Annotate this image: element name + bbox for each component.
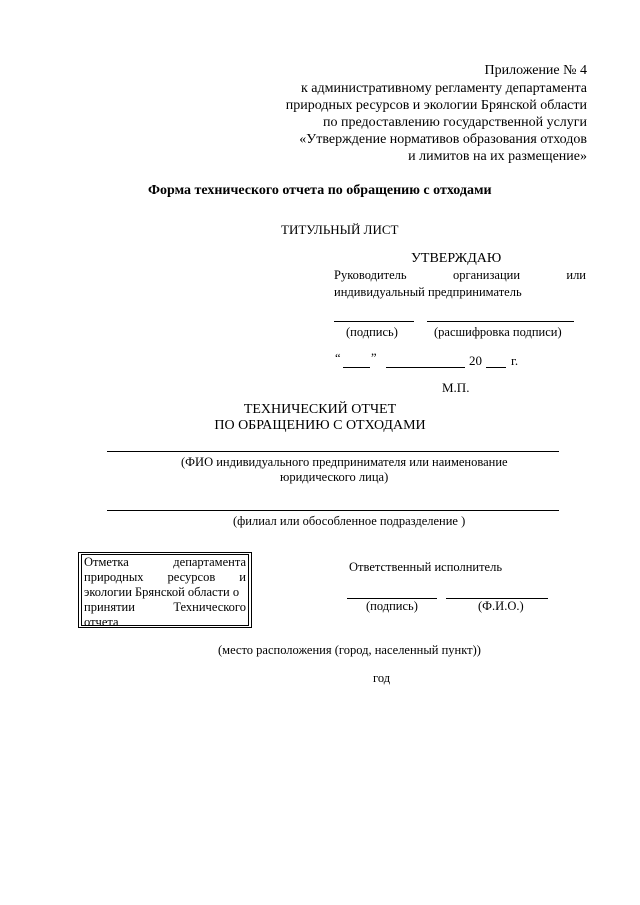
approve-decoding-line	[427, 321, 574, 322]
mark-box-word: природных	[84, 570, 144, 584]
approve-decoding-label: (расшифровка подписи)	[434, 325, 562, 339]
year-caption: год	[373, 671, 391, 685]
branch-caption: (филиал или обособленное подразделение )	[233, 514, 466, 528]
date-open-quote: “	[335, 351, 341, 365]
approve-heading: УТВЕРЖДАЮ	[411, 251, 502, 266]
approve-role-line	[334, 268, 586, 283]
appendix-line: к административному регламенту департамента	[300, 81, 587, 96]
approve-role-line2: индивидуальный предприниматель	[334, 285, 522, 299]
appendix-number: Приложение № 4	[484, 63, 587, 78]
mark-box-word: ресурсов	[167, 570, 216, 584]
department-mark-box	[78, 552, 252, 628]
mark-box-word: департамента	[173, 555, 246, 569]
mark-box-row	[82, 615, 248, 630]
title-page-heading: ТИТУЛЬНЫЙ ЛИСТ	[281, 222, 399, 237]
responsible-signature-label: (подпись)	[366, 599, 418, 613]
date-year-prefix: 20	[469, 353, 482, 368]
date-year-suffix: г.	[511, 353, 519, 368]
fio-caption-line2: юридического лица)	[280, 470, 389, 484]
approve-role-word: организации	[452, 268, 521, 282]
appendix-line: и лимитов на их размещение»	[408, 149, 587, 164]
date-year-line	[486, 367, 506, 368]
appendix-line: по предоставлению государственной услуги	[323, 115, 587, 130]
approve-signature-label: (подпись)	[346, 325, 398, 339]
report-title-line2: ПО ОБРАЩЕНИЮ С ОТХОДАМИ	[214, 418, 426, 433]
approve-role-word: или	[566, 268, 586, 282]
mark-box-row	[82, 555, 248, 570]
mark-box-word: Технического	[173, 600, 246, 614]
date-month-line	[386, 367, 465, 368]
fio-line	[107, 451, 559, 452]
department-mark-inner	[81, 554, 249, 629]
location-caption: (место расположения (город, населенный пункт))	[218, 643, 481, 657]
branch-line	[107, 510, 559, 511]
form-title: Форма технического отчета по обращению с отходами	[148, 183, 492, 198]
date-close-quote: ”	[371, 351, 377, 365]
date-day-line	[343, 367, 370, 368]
mark-box-row	[82, 600, 248, 615]
mark-box-row	[82, 570, 248, 585]
mark-box-word: принятии	[84, 600, 135, 614]
approve-signature-line	[334, 321, 414, 322]
report-title-line1: ТЕХНИЧЕСКИЙ ОТЧЕТ	[243, 402, 397, 417]
responsible-fio-label: (Ф.И.О.)	[478, 599, 524, 613]
stamp-mark: М.П.	[442, 380, 470, 395]
approve-role-word: Руководитель	[334, 268, 407, 282]
mark-box-word: Отметка	[84, 555, 129, 569]
mark-box-word: экологии Брянской области о	[84, 585, 240, 599]
responsible-label: Ответственный исполнитель	[349, 560, 503, 574]
mark-box-row	[82, 585, 248, 600]
appendix-line: «Утверждение нормативов образования отходов	[299, 132, 587, 147]
fio-caption-line1: (ФИО индивидуального предпринимателя или наименование	[181, 455, 508, 469]
mark-box-word: и	[239, 570, 246, 584]
mark-box-word: отчета	[84, 615, 119, 629]
appendix-line: природных ресурсов и экологии Брянской области	[285, 98, 587, 113]
